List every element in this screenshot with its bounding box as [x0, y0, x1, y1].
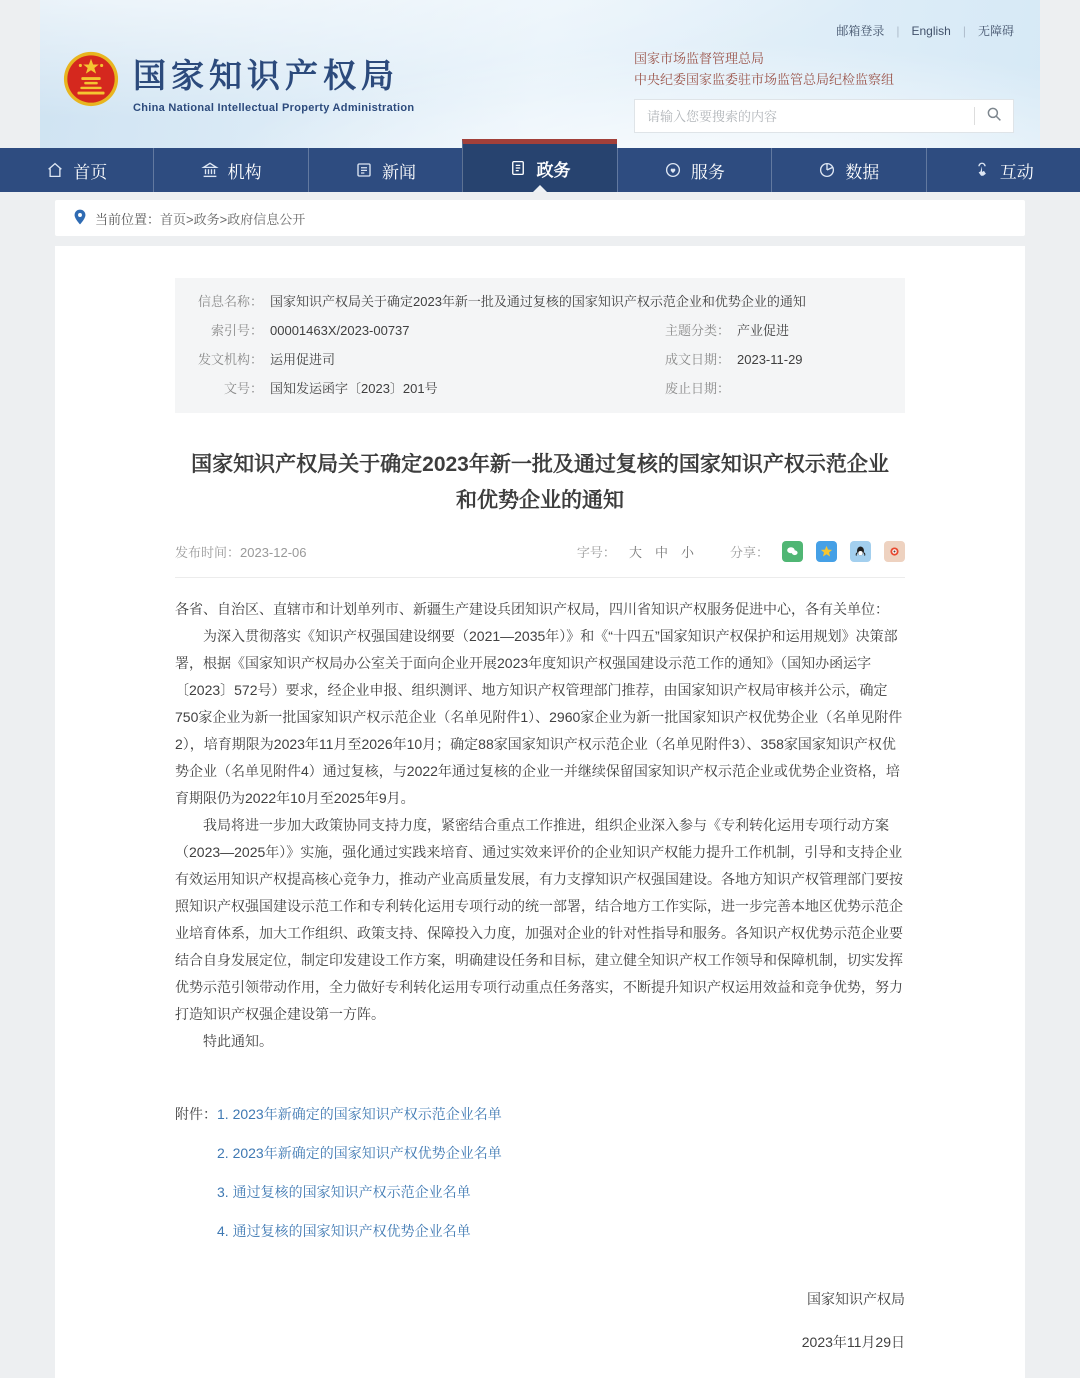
- info-value-repeal-date: [730, 374, 737, 403]
- article-meta-row: [175, 541, 905, 578]
- paragraph-addressees: 各省、自治区、直辖市和计划单列市、新疆生产建设兵团知识产权局，四川省知识产权服务促进中心，各有关单位：: [175, 601, 889, 617]
- share-label: 分享：: [729, 545, 769, 560]
- english-link[interactable]: English: [911, 23, 951, 38]
- info-value-doc-number: 国知发运函字〔2023〕201号: [270, 381, 438, 396]
- paragraph-determination: 为深入贯彻落实《知识产权强国建设纲要（2021—2035年）》和《“十四五”国家知识产权保护和运用规划》决策部署，根据《国家知识产权局办公室关于面向企业开展2023年度知识产权强国建设示范工作的通知》（国知办函运字〔2023〕572号）要求，经企业申报、组织测评、地方知识产权管理部门推荐，由国家知识产权局审核并公示，确定750家企业为新一批国家知识产权示范企业（名单见附件1）、2960家企业为新一批国家知识产权优势企业（名单见附件2），培育期限为2023年11月至2026年10月；确定88家国家知识产权示范企业（名单见附件3）、358家国家知识产权优势企业（名单见附件4）通过复核，与2022年通过复核的企业一并继续保留国家知识产权示范企业或优势企业资格，培育期限仍为2022年10月至2025年9月。: [175, 628, 903, 806]
- site-header: [40, 0, 1040, 148]
- font-size-medium-button[interactable]: 中: [654, 545, 668, 560]
- qq-share-icon[interactable]: [850, 541, 871, 562]
- nav-label: 首页: [73, 162, 108, 182]
- font-size-controls: [577, 542, 694, 561]
- nav-label: 新闻: [382, 162, 417, 182]
- nav-label: 服务: [690, 162, 725, 182]
- divider: [896, 24, 899, 38]
- document-panel: [55, 246, 1025, 1378]
- font-size-large-button[interactable]: 大: [628, 545, 642, 560]
- nav-item-news[interactable]: [308, 148, 462, 192]
- nav-item-home[interactable]: [0, 148, 153, 192]
- samr-link[interactable]: 国家市场监督管理总局: [634, 51, 765, 66]
- wechat-share-icon[interactable]: [782, 541, 803, 562]
- publish-date: 2023-12-06: [240, 545, 307, 560]
- nav-item-government[interactable]: [462, 139, 616, 192]
- info-row-doc-number: [175, 374, 905, 403]
- accessibility-link[interactable]: 无障碍: [977, 24, 1014, 38]
- article-title: [175, 447, 905, 519]
- share-controls: [730, 541, 905, 562]
- search-input[interactable]: [647, 109, 964, 124]
- national-emblem-icon: [62, 50, 120, 113]
- nav-label: 机构: [227, 162, 262, 182]
- attachments-section: [175, 1101, 905, 1245]
- nav-item-data[interactable]: [771, 148, 925, 192]
- institution-icon: [201, 161, 219, 179]
- info-label-repeal-date: 废止日期：: [664, 381, 730, 396]
- service-icon: [664, 161, 682, 179]
- home-icon: [46, 161, 64, 179]
- site-title: 国家知识产权局: [133, 56, 399, 94]
- attachment-link-2[interactable]: 2. 2023年新确定的国家知识产权优势企业名单: [217, 1145, 502, 1161]
- divider: [963, 24, 966, 38]
- info-label-name: 信息名称：: [197, 294, 263, 309]
- font-size-small-button[interactable]: 小: [680, 545, 694, 560]
- interaction-icon: [973, 161, 991, 179]
- info-value-issue-date: 2023-11-29: [737, 352, 803, 367]
- signature-date: 2023年11月29日: [801, 1334, 905, 1350]
- article-title-line1: 国家知识产权局关于确定2023年新一批及通过复核的国家知识产权示范企业: [191, 453, 889, 476]
- info-label-issue-date: 成文日期：: [664, 352, 730, 367]
- info-label-issuer: 发文机构：: [197, 352, 263, 367]
- document-info-table: [175, 278, 905, 413]
- info-row-index: [175, 316, 905, 345]
- divider: [974, 107, 975, 125]
- attachment-link-3[interactable]: 3. 通过复核的国家知识产权示范企业名单: [217, 1184, 471, 1200]
- search-icon: [985, 105, 1003, 128]
- news-icon: [355, 161, 373, 179]
- government-icon: [509, 159, 527, 177]
- qzone-share-icon[interactable]: [816, 541, 837, 562]
- nav-label: 数据: [845, 162, 880, 182]
- info-label-index-number: 索引号：: [210, 323, 263, 338]
- nav-item-institution[interactable]: [153, 148, 307, 192]
- paragraph-policy: 我局将进一步加大政策协同支持力度，紧密结合重点工作推进，组织企业深入参与《专利转化运用专项行动方案（2023—2025年）》实施，强化通过实践来培育、通过实效来评价的企业知识产权能力提升工作机制，引导和支持企业有效运用知识产权提高核心竞争力，推动产业高质量发展，有力支撑知识产权强国建设。各地方知识产权管理部门要按照知识产权强国建设示范工作和专利转化运用专项行动的统一部署，结合地方工作实际，进一步完善本地区优势示范企业培育体系，加大工作组织、政策支持、保障投入力度，加强对企业的针对性指导和服务。各知识产权优势示范企业要结合自身发展定位，制定印发建设工作方案，明确建设任务和目标，建立健全知识产权工作领导和保障机制，切实发挥优势示范引领带动作用，全力做好专利转化运用专项行动重点任务落实，不断提升知识产权运用效益和竞争优势，努力打造知识产权强企建设第一方阵。: [175, 817, 903, 1022]
- breadcrumb-path[interactable]: 首页>政务>政府信息公开: [160, 211, 306, 227]
- breadcrumb-label: 当前位置：: [95, 211, 161, 227]
- main-navigation: [0, 148, 1080, 192]
- article-body: [175, 596, 905, 1055]
- search-button[interactable]: [985, 105, 1003, 128]
- font-size-label: 字号：: [576, 545, 616, 560]
- article-title-line2: 和优势企业的通知: [456, 489, 624, 512]
- utility-links: [634, 22, 1014, 39]
- info-label-topic: 主题分类：: [664, 323, 730, 338]
- search-bar: [634, 99, 1014, 133]
- info-label-doc-number: 文号：: [223, 381, 263, 396]
- weibo-share-icon[interactable]: [884, 541, 905, 562]
- publish-time: [175, 542, 307, 561]
- nav-item-service[interactable]: [617, 148, 771, 192]
- location-pin-icon: [73, 209, 87, 228]
- mail-login-link[interactable]: 邮箱登录: [836, 24, 885, 38]
- info-row-issuer: [175, 345, 905, 374]
- site-logo[interactable]: [62, 30, 414, 133]
- info-value-index-number: 00001463X/2023-00737: [270, 323, 410, 338]
- discipline-inspection-link[interactable]: 中央纪委国家监委驻市场监管总局纪检监察组: [634, 72, 895, 87]
- attachments-label: 附件：: [175, 1106, 217, 1122]
- info-value-name: 国家知识产权局关于确定2023年新一批及通过复核的国家知识产权示范企业和优势企业的通知: [270, 294, 806, 309]
- attachment-link-4[interactable]: 4. 通过复核的国家知识产权优势企业名单: [217, 1223, 471, 1239]
- signature-org: 国家知识产权局: [807, 1291, 905, 1307]
- breadcrumb: [55, 200, 1025, 236]
- signature-block: [175, 1289, 905, 1352]
- paragraph-closing: 特此通知。: [203, 1033, 273, 1049]
- related-links: [634, 48, 1014, 90]
- nav-label: 互动: [999, 162, 1034, 182]
- info-value-topic: 产业促进: [737, 323, 790, 338]
- data-icon: [818, 161, 836, 179]
- nav-item-interaction[interactable]: [926, 148, 1080, 192]
- site-title-english: China National Intellectual Property Administration: [133, 101, 415, 114]
- publish-time-label: 发布时间：: [175, 545, 241, 560]
- nav-label: 政务: [536, 160, 571, 180]
- info-value-issuer: 运用促进司: [270, 352, 336, 367]
- info-row-name: [175, 287, 905, 316]
- attachment-link-1[interactable]: 1. 2023年新确定的国家知识产权示范企业名单: [217, 1106, 502, 1122]
